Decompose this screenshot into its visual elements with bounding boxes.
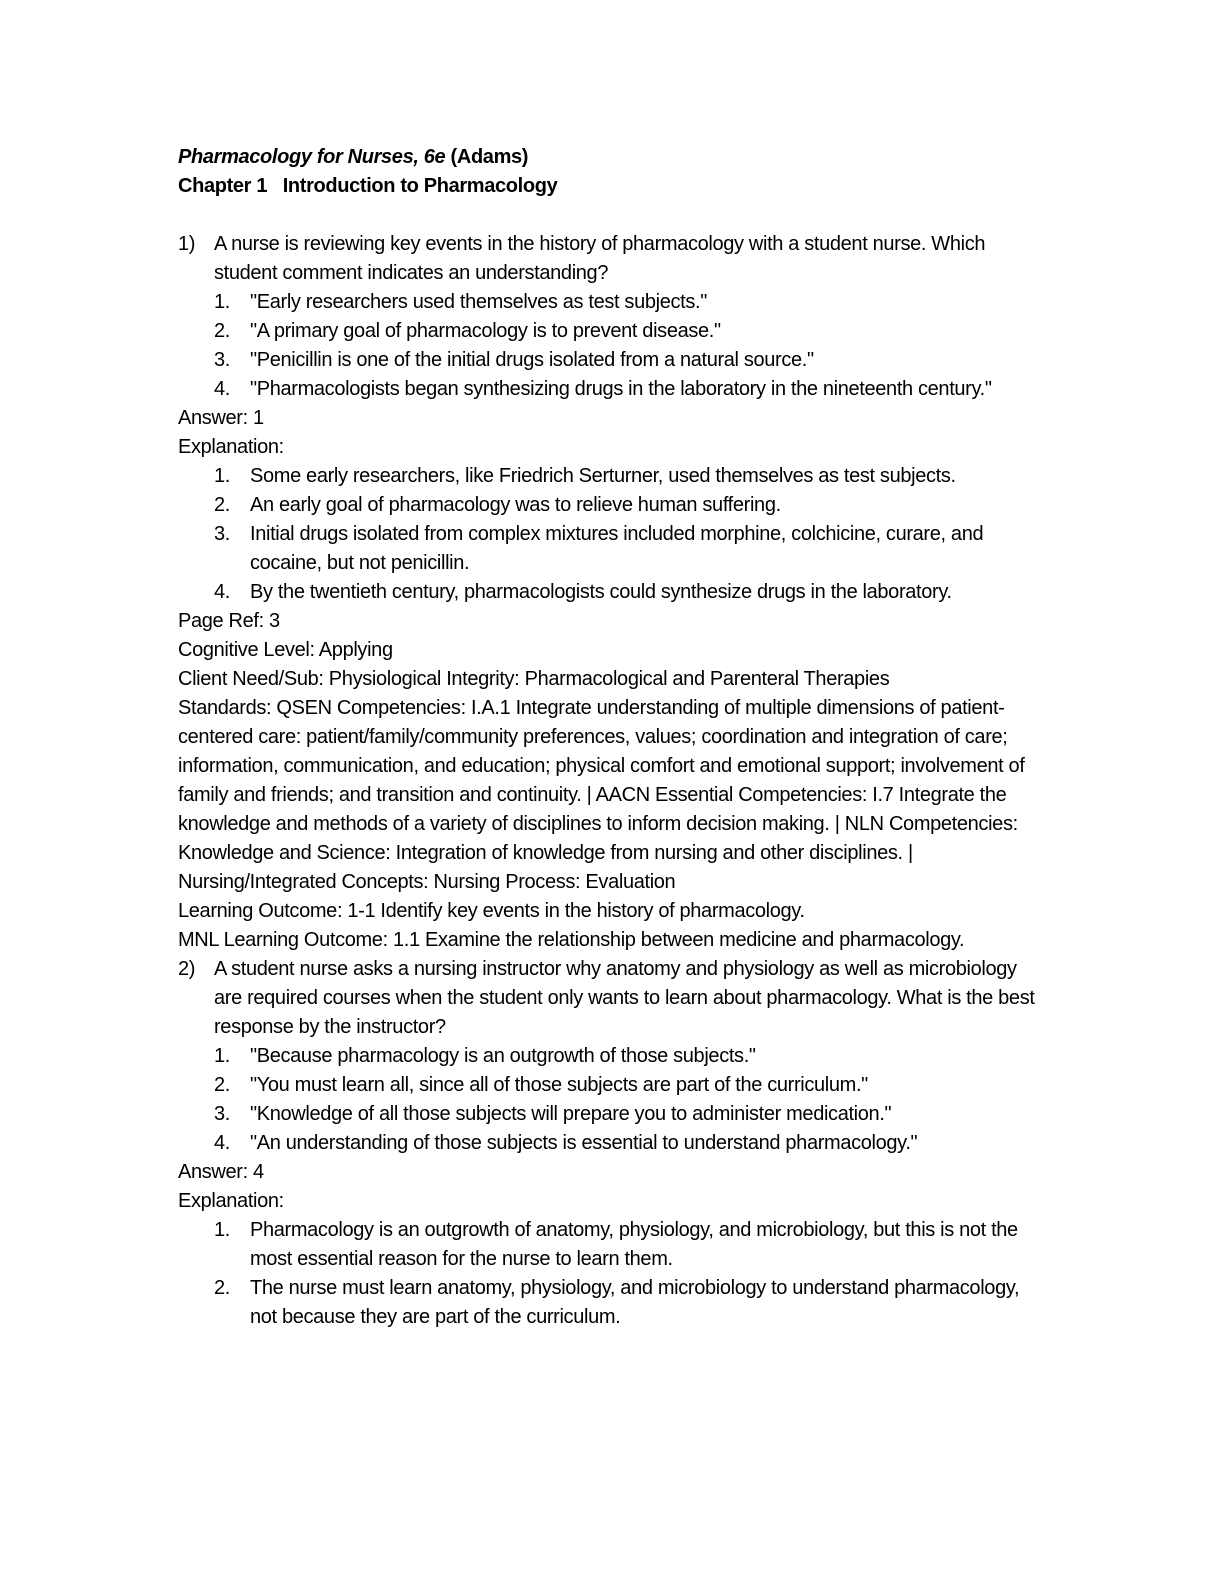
mnl-learning-outcome: MNL Learning Outcome: 1.1 Examine the relationship between medicine and pharmacology. xyxy=(178,929,965,951)
explanation-item xyxy=(178,491,1048,520)
option-text: "A primary goal of pharmacology is to prevent disease." xyxy=(250,320,721,342)
option xyxy=(178,317,1048,346)
page-ref: Page Ref: 3 xyxy=(178,610,280,632)
option xyxy=(178,375,1048,404)
answer: Answer: 1 xyxy=(178,407,264,429)
book-title xyxy=(178,143,1048,172)
explanation-label: Explanation: xyxy=(178,436,284,458)
learning-outcome: Learning Outcome: 1-1 Identify key events in the history of pharmacology. xyxy=(178,900,805,922)
question-number: 1) xyxy=(178,233,196,255)
explanation-number: 2. xyxy=(214,1277,230,1299)
explanation-item xyxy=(178,578,1048,607)
explanation-text: Initial drugs isolated from complex mixtures included morphine, colchicine, curare, and cocaine, but not penicillin. xyxy=(250,523,984,574)
explanation-text: Pharmacology is an outgrowth of anatomy, physiology, and microbiology, but this is not the most essential reason for the nurse to learn them. xyxy=(250,1219,1018,1270)
book-title-italic: Pharmacology for Nurses, 6e xyxy=(178,146,446,168)
options-list xyxy=(178,1042,1048,1158)
option-number: 3. xyxy=(214,1103,230,1125)
explanations-list xyxy=(178,1216,1048,1332)
option xyxy=(178,346,1048,375)
question-number: 2) xyxy=(178,958,196,980)
explanation-text: The nurse must learn anatomy, physiology, and microbiology to understand pharmacology, not because they are part of the curriculum. xyxy=(250,1277,1020,1328)
option-number: 1. xyxy=(214,1045,230,1067)
option-number: 3. xyxy=(214,349,230,371)
option-text: "Because pharmacology is an outgrowth of those subjects." xyxy=(250,1045,756,1067)
option-text: "An understanding of those subjects is essential to understand pharmacology." xyxy=(250,1132,918,1154)
chapter-heading: Chapter 1 Introduction to Pharmacology xyxy=(178,175,558,197)
option-text: "Penicillin is one of the initial drugs isolated from a natural source." xyxy=(250,349,814,371)
explanation-item xyxy=(178,1274,1048,1332)
explanation-item xyxy=(178,1216,1048,1274)
question-stem: A nurse is reviewing key events in the history of pharmacology with a student nurse. Which student comment indicates an understanding? xyxy=(214,233,986,284)
question-2 xyxy=(178,955,1048,1042)
question-1 xyxy=(178,230,1048,288)
spacer xyxy=(178,201,1048,230)
cognitive-level: Cognitive Level: Applying xyxy=(178,639,393,661)
explanations-list xyxy=(178,462,1048,607)
document-page xyxy=(178,143,1048,1332)
client-need: Client Need/Sub: Physiological Integrity: Pharmacological and Parenteral Therapies xyxy=(178,668,890,690)
option xyxy=(178,1071,1048,1100)
explanation-number: 3. xyxy=(214,523,230,545)
option-text: "Knowledge of all those subjects will prepare you to administer medication." xyxy=(250,1103,892,1125)
option xyxy=(178,288,1048,317)
option-number: 4. xyxy=(214,378,230,400)
option-number: 2. xyxy=(214,320,230,342)
option-text: "Pharmacologists began synthesizing drugs in the laboratory in the nineteenth century." xyxy=(250,378,992,400)
explanation-label: Explanation: xyxy=(178,1190,284,1212)
option xyxy=(178,1042,1048,1071)
explanation-item xyxy=(178,520,1048,578)
explanation-number: 1. xyxy=(214,1219,230,1241)
options-list xyxy=(178,288,1048,404)
option-text: "You must learn all, since all of those subjects are part of the curriculum." xyxy=(250,1074,868,1096)
explanation-number: 2. xyxy=(214,494,230,516)
answer: Answer: 4 xyxy=(178,1161,264,1183)
option-number: 2. xyxy=(214,1074,230,1096)
explanation-text: By the twentieth century, pharmacologists could synthesize drugs in the laboratory. xyxy=(250,581,952,603)
explanation-text: An early goal of pharmacology was to relieve human suffering. xyxy=(250,494,781,516)
explanation-item xyxy=(178,462,1048,491)
option-number: 4. xyxy=(214,1132,230,1154)
option xyxy=(178,1129,1048,1158)
explanation-number: 4. xyxy=(214,581,230,603)
standards: Standards: QSEN Competencies: I.A.1 Integrate understanding of multiple dimensions of patient-centered care: patient/family/community preferences, values; coordination and integration of care; information, communication, and education; physical comfort and emotional support; involvement of family and friends; and transition and continuity. | AACN Essential Competencies: I.7 Integrate the knowledge and methods of a variety of disciplines to inform decision making. | NLN Competencies: Knowledge and Science: Integration of knowledge from nursing and other disciplines. | Nursing/Integrated Concepts: Nursing Process: Evaluation xyxy=(178,697,1025,893)
book-author: (Adams) xyxy=(445,146,529,168)
option-number: 1. xyxy=(214,291,230,313)
explanation-number: 1. xyxy=(214,465,230,487)
question-stem: A student nurse asks a nursing instructor why anatomy and physiology as well as microbiology are required courses when the student only wants to learn about pharmacology. What is the best response by the instructor? xyxy=(214,958,1035,1038)
option xyxy=(178,1100,1048,1129)
option-text: "Early researchers used themselves as test subjects." xyxy=(250,291,707,313)
explanation-text: Some early researchers, like Friedrich Serturner, used themselves as test subjects. xyxy=(250,465,956,487)
